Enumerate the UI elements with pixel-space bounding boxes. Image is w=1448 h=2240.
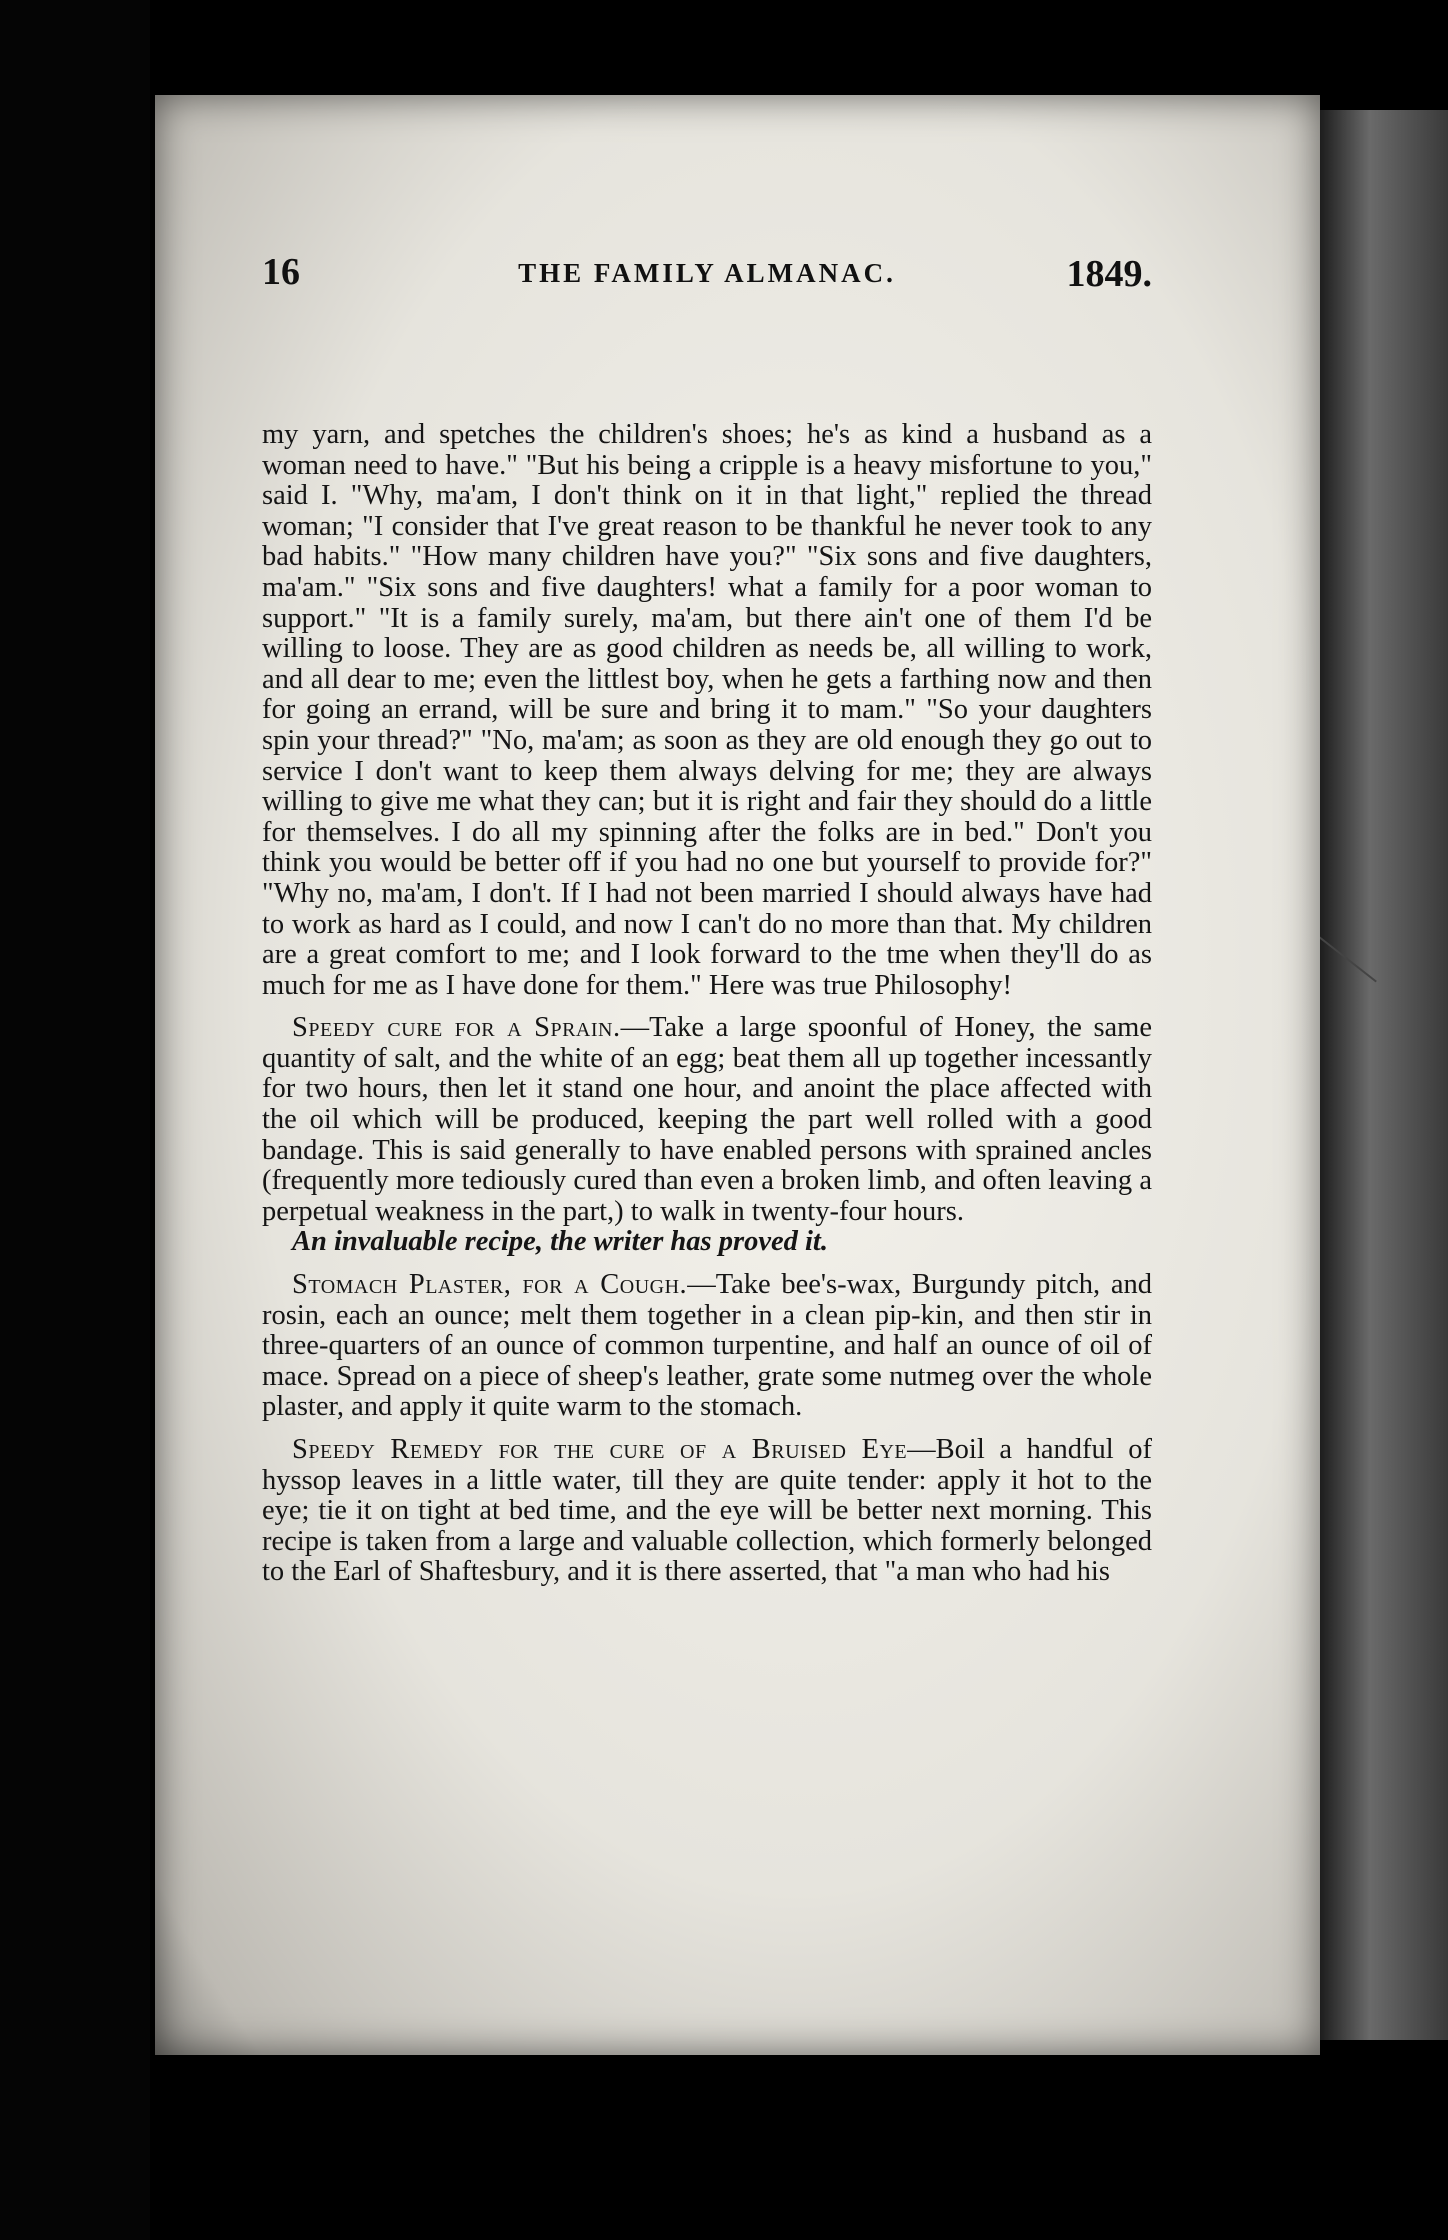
paragraph-thread-woman: my yarn, and spetches the children's shoes; he's as kind a husband as a woman need to have." "But his being a cripple is a heavy misfortune to you," said I. "Why, ma'am, I don't think on it in that light," replied the thread woman; "I consider that I've great reason to be thankful he never took to any bad habits." "How many children have you?" "Six sons and five daughters, ma'am." "Six sons and five daughters! what a family for a poor woman to support." "It is a family surely, ma'am, but there ain't one of them I'd be willing to loose. They are as good children as needs be, all willing to work, and all dear to me; even the littlest boy, when he gets a farthing now and then for going an errand, will be sure and bring it to mam." "So your daughters spin your thread?" "No, ma'am; as soon as they are old enough they go out to service I don't want to keep them always delving for me; they are always willing to give me what they can; but it is right and fair they should do a little for themselves. I do all my spinning after the folks are in bed." Don't you think you would be better off if you had no one but yourself to provide for?" "Why no, ma'am, I don't. If I had not been married I should always have had to work as hard as I could, and now I can't do no more than that. My children are a great comfort to me; and I look forward to the tme when they'll do as much for me as I have done for them." Here was true Philosophy!: [262, 419, 1152, 1001]
recipe-text-sprain: —Take a large spoonful of Honey, the same quantity of salt, and the white of an egg; beat them all up together incessantly for two hours, then let it stand one hour, and anoint the place affected with the oil which will be produced, keeping the part well rolled with a good bandage. This is said generally to have enabled persons with sprained ancles (frequently more tediously cured than even a broken limb, and often leaving a perpetual weakness in the part,) to walk in twenty-four hours.: [262, 1012, 1152, 1227]
recipe-heading-plaster: Stomach Plaster, for a Cough.: [292, 1269, 688, 1301]
left-margin: [0, 0, 150, 2240]
paragraph-sprain: [262, 1013, 1152, 1227]
page-number: 16: [262, 251, 300, 293]
page-year: 1849.: [1066, 253, 1152, 295]
adjacent-page-edge: [1318, 110, 1448, 2040]
running-title: THE FAMILY ALMANAC.: [518, 258, 896, 288]
paragraph-plaster: [262, 1270, 1152, 1423]
recipe-heading-bruised-eye: Speedy Remedy for the cure of a Bruised Eye: [292, 1434, 908, 1465]
recipe-heading-sprain: Speedy cure for a Sprain.: [292, 1012, 621, 1044]
paragraph-bruised-eye: [262, 1435, 1152, 1588]
recipe-text-bruised-eye: —Boil a handful of hyssop leaves in a little water, till they are quite tender: apply it hot to the eye; tie it on tight at bed time, and the eye will be better next morning. This recipe is taken from a large and valuable collection, which formerly belonged to the Earl of Shaftesbury, and it is there asserted, that "a man who had his: [262, 1434, 1152, 1588]
page-header: [262, 250, 1152, 310]
recipe-text-plaster: —Take bee's-wax, Burgundy pitch, and rosin, each an ounce; melt them together in a clean pip-kin, and then stir in three-quarters of an ounce of common turpentine, and half an ounce of oil of mace. Spread on a piece of sheep's leather, grate some nutmeg over the whole plaster, and apply it quite warm to the stomach.: [262, 1269, 1153, 1423]
body-text: [262, 420, 1152, 1588]
recipe-note-sprain: An invaluable recipe, the writer has proved it.: [292, 1226, 828, 1258]
